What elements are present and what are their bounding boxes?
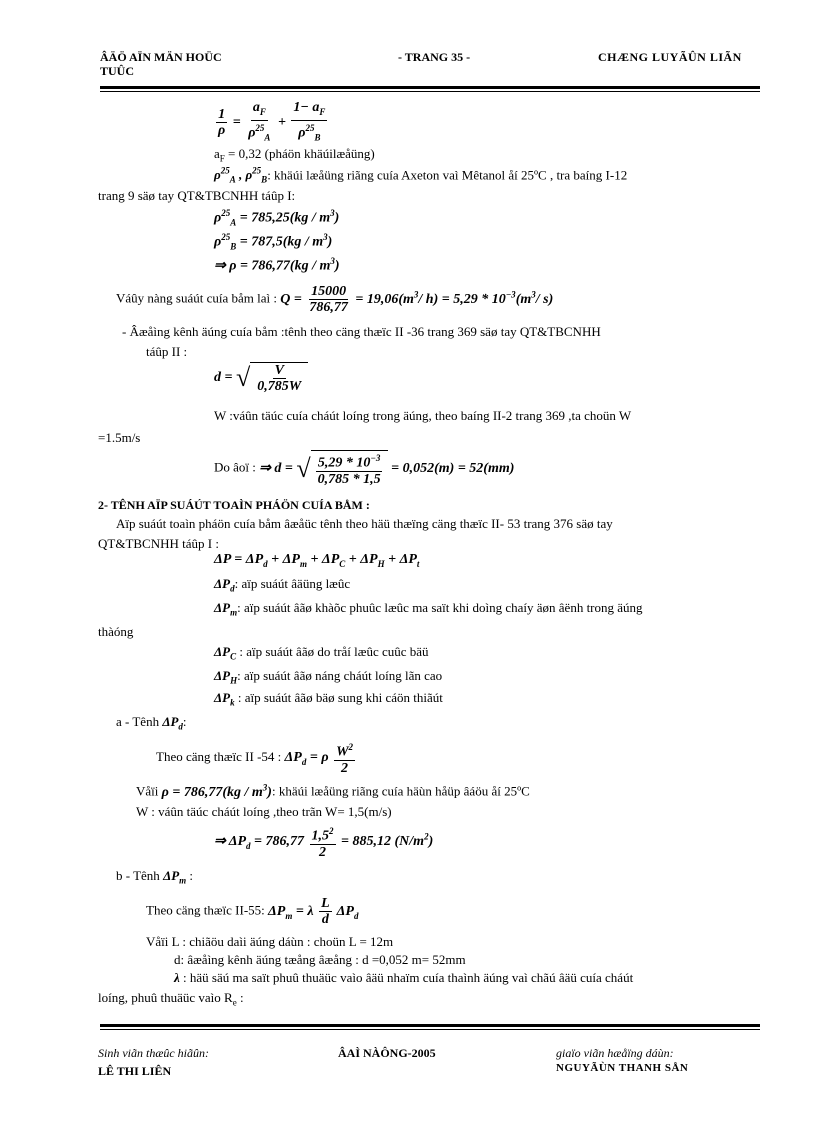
density-one: 1 <box>218 107 226 123</box>
rho-result-line: ⇒ $\rho = 786,77(kg / m^3)$ <box>214 256 340 274</box>
header-right: CHÆNG LUYÃÛN LIÃN <box>598 50 742 64</box>
section2-title: 2- TÊNH AÏP SUÁÚT TOAÌN PHÁÖN CUÍA BÅM : <box>98 498 370 512</box>
footer-rule-thick <box>100 1024 760 1027</box>
header-rule-thick <box>100 86 760 89</box>
footer-rule-thin <box>100 1029 760 1030</box>
L-line: Våïi L : chiãöu daìi äúng dáùn : choün L = 12m <box>146 934 394 949</box>
header-left-line2: TUÛC <box>100 64 135 78</box>
footer-student-label: Sinh viãn thæûc hiãûn: <box>98 1046 209 1060</box>
d-line: d: âæåìng kênh äúng tæång âæång : d =0,052 m= 52mm <box>174 952 466 967</box>
formula-II54: Theo cäng thæïc II -54 : $\Delta P_d = \rho$ $\frac{W^2}{2}$ <box>156 742 354 776</box>
section2-p2: QT&TBCNHH táûp I : <box>98 536 219 551</box>
footer-city-year: ÂAÌ NÀÔNG-2005 <box>338 1046 436 1060</box>
thang-line: thàóng <box>98 624 134 639</box>
diameter-text-1: - Âæåìng kênh äúng cuía båm :tênh theo cäng thæïc II -36 trang 369 säø tay QT&TBCNHH <box>122 324 601 339</box>
velocity-text-2: =1.5m/s <box>98 430 141 445</box>
lambda-line: λ : häü säú ma saït phuû thuäüc vaìo âäü nhaïm cuía thaình äúng vaì chãú âäü cuía cháút <box>174 970 634 985</box>
w-line: W : váûn täúc cháút loíng ,theo trãn W= 1,5(m/s) <box>136 804 392 819</box>
dPd-def: $\Delta P_d$: aïp suáút âäüng læûc <box>214 576 351 594</box>
header-rule-thin <box>100 91 760 92</box>
header-page-number: - TRANG 35 - <box>398 50 471 64</box>
header-left-line1: ÂÄÖ AÏN MÄN HOÜC <box>100 50 222 64</box>
diameter-formula: d = √ $\frac{V}{0,785W}$ <box>214 362 308 394</box>
rho25-line: $\rho^{25}_A$ , $\rho^{25}_B$: khäúi læåüng riãng cuía Axeton vaì Mêtanol åí 25ºC , tra baíng I-12 <box>214 166 628 185</box>
total-pressure-formula: $\Delta P = \Delta P_d + \Delta P_m + \Delta P_C + \Delta P_H + \Delta P_t$ <box>214 552 420 569</box>
dPm-def: $\Delta P_m$: aïp suáút âãø khàõc phuûc læûc ma saït khi doìng chaíy äøn âënh trong äúng <box>214 600 643 618</box>
b-heading: b - Tênh $\Delta P_m$ : <box>116 868 194 886</box>
af-line: $a_F = 0,32$ (pháön khäúilæåüng) <box>214 146 375 164</box>
dPd-calc: ⇒ $\Delta P_d = 786,77$ $\frac{1,5^2}{2}$ = 885,12 $(N/m^2)$ <box>214 826 434 860</box>
flow-rate-line: Váûy nàng suáút cuía båm laì : Q = $\frac{15000}{786,77}$ = $19,06(m^3/$ $h) = 5,29 * 10^{-3}(m^3/$ s) <box>116 284 554 315</box>
density-rho: ρ <box>218 123 226 139</box>
trang9-line: trang 9 säø tay QT&TBCNHH táûp I: <box>98 188 296 203</box>
rhoB-line: $\rho^{25}_B = 787,5(kg / m^3)$ <box>214 232 333 252</box>
dPk-def: $\Delta P_k$ : aïp suáút âãø bäø sung khi cáön thiãút <box>214 690 443 708</box>
footer-student-name: LÊ THI LIÊN <box>98 1064 172 1078</box>
formula-II55: Theo cäng thæïc II-55: $\Delta P_m = \lambda$ $\frac{L}{d}$ $\Delta P_d$ <box>146 896 359 927</box>
dPc-def: $\Delta P_C$ : aïp suáút âãø do tråí læûc cuûc bäü <box>214 644 429 662</box>
velocity-text-1: W :váûn täúc cuía cháút loíng trong äúng, theo baíng II-2 trang 369 ,ta choün W <box>214 408 632 423</box>
dPh-def: $\Delta P_H$: aïp suáút âãø náng cháút loíng lãn cao <box>214 668 443 686</box>
footer-teacher-label: giaïo viãn hæåïng dáùn: <box>556 1046 674 1060</box>
footer-teacher-name: NGUYÃÙN THANH SÅN <box>556 1062 689 1074</box>
rhoA-line: $\rho^{25}_A = 785,25(kg / m^3)$ <box>214 208 340 228</box>
diameter-result: Do âoï : ⇒ d = √ $\frac{5,29 * 10^{-3}}{0,785 * 1,5}$ = 0,052(m) = 52(mm) <box>214 450 514 487</box>
section2-p1: Aïp suáút toaìn pháön cuía båm âæåüc tênh theo häü thæïng cäng thæïc II- 53 trang 376 säø tay <box>116 516 613 531</box>
rho-desc-line: Våïi $\rho = 786,77(kg / m^3)$: khäúi læåüng riãng cuía häùn håüp âáöu åí 25ºC <box>136 782 530 800</box>
a-heading: a - Tênh $\Delta P_d$: <box>116 714 187 732</box>
loing-line: loíng, phuû thuäüc vaìo $R_e$ : <box>98 990 244 1008</box>
diameter-text-2: táûp II : <box>146 344 188 359</box>
density-formula: $\frac{1}{\rho}$ = $\frac{a_F}{\rho^{25}_A}$ + $\frac{1- a_F}{\rho^{25}_B}$ <box>218 100 326 143</box>
